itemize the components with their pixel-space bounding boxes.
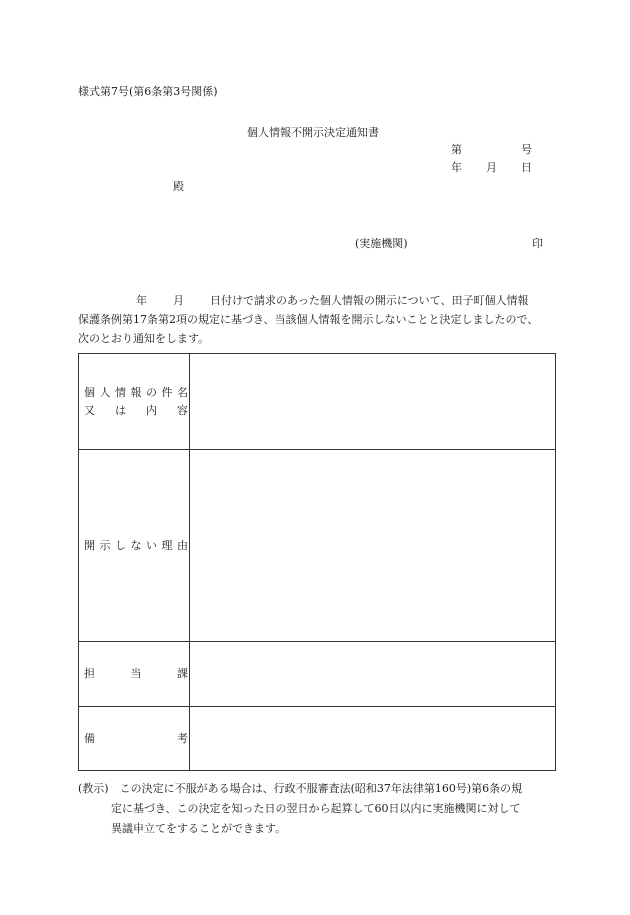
body-year-label: 年 bbox=[136, 294, 147, 307]
agency-label: (実施機関) bbox=[355, 237, 408, 250]
reason-label-cell bbox=[79, 450, 190, 642]
form-number: 様式第7号(第6条第3号関係) bbox=[78, 85, 218, 98]
remarks-label-cell bbox=[79, 707, 190, 771]
detail-table bbox=[78, 353, 556, 771]
body-line-1-rest: 日付けで請求のあった個人情報の開示について、田子町個人情報 bbox=[210, 294, 529, 307]
body-month-label: 月 bbox=[173, 294, 184, 307]
seal-mark: 印 bbox=[532, 237, 543, 250]
number-suffix: 号 bbox=[521, 143, 532, 156]
table-row-department bbox=[79, 642, 556, 707]
department-label: 担 当 課 bbox=[84, 667, 188, 680]
date-month-label: 月 bbox=[486, 161, 497, 174]
number-prefix: 第 bbox=[451, 143, 462, 156]
table-row-subject bbox=[79, 354, 556, 450]
body-line-2: 保護条例第17条第2項の規定に基づき、当該個人情報を開示しないことと決定しましたので、 bbox=[78, 313, 539, 326]
subject-label-line-1: 個 人 情 報 の 件 名 bbox=[84, 385, 188, 399]
remarks-value-cell[interactable] bbox=[190, 707, 556, 771]
appeal-notice bbox=[78, 779, 568, 839]
table-row-remarks bbox=[79, 707, 556, 771]
notice-line-3: 異議申立てをすることができます。 bbox=[111, 822, 287, 835]
department-value-cell[interactable] bbox=[190, 642, 556, 707]
addressee-honorific: 殿 bbox=[173, 180, 184, 193]
body-text bbox=[78, 291, 562, 348]
reason-label: 開 示 し な い 理 由 bbox=[84, 538, 188, 552]
subject-label-cell bbox=[79, 354, 190, 450]
document-title: 個人情報不開示決定通知書 bbox=[247, 126, 379, 139]
remarks-label: 備 考 bbox=[84, 731, 188, 745]
reason-value-cell[interactable] bbox=[190, 450, 556, 642]
date-year-label: 年 bbox=[451, 161, 462, 174]
body-line-1 bbox=[78, 291, 562, 310]
body-line-3: 次のとおり通知をします。 bbox=[78, 332, 210, 345]
department-label-cell bbox=[79, 642, 190, 707]
date-day-label: 日 bbox=[521, 161, 532, 174]
notice-line-1: (教示) この決定に不服がある場合は、行政不服審査法(昭和37年法律第160号)第6条の規 bbox=[78, 782, 523, 795]
subject-value-cell[interactable] bbox=[190, 354, 556, 450]
subject-label-line-2: 又 は 内 容 bbox=[84, 403, 188, 417]
notice-line-2: 定に基づき、この決定を知った日の翌日から起算して60日以内に実施機関に対して bbox=[111, 802, 521, 815]
table-row-reason bbox=[79, 450, 556, 642]
